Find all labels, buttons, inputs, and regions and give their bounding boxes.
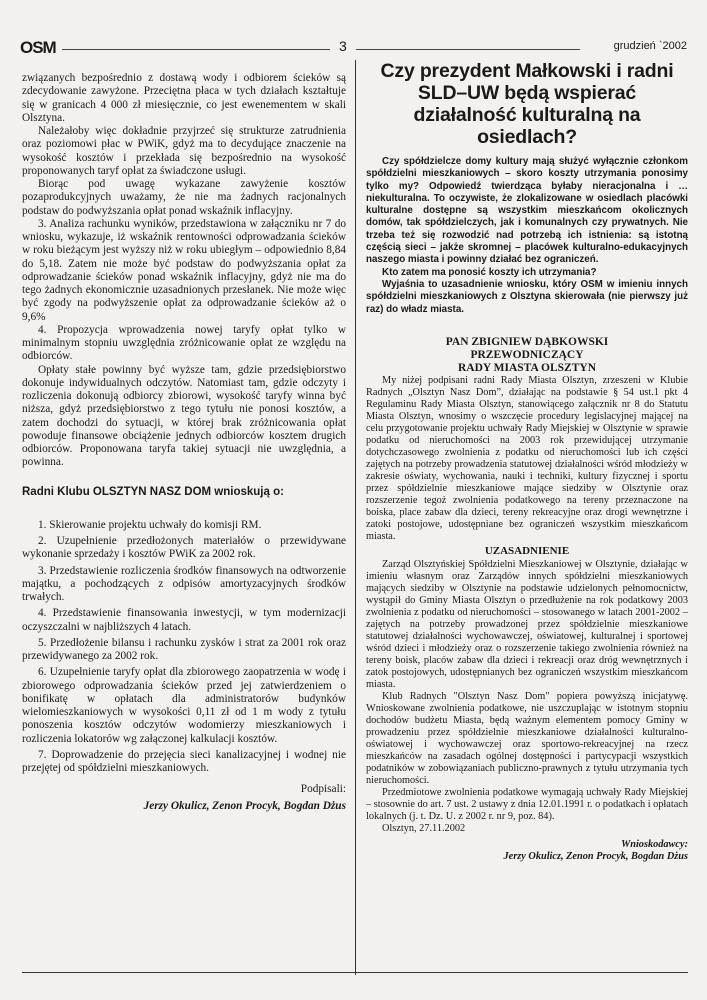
header-rule-left <box>62 49 330 50</box>
column-divider <box>355 60 356 975</box>
paragraph: związanych bezpośrednio z dostawą wody i odbiorem ścieków są zdecydowanie zawyżone. Przeciętna płaca w tych działach kształtuje się w granicach 4 000 zł miesięcznie, co jest ewenementem w skali Olsztyna. <box>22 72 346 124</box>
paragraph: Zarząd Olsztyńskiej Spółdzielni Mieszkaniowej w Olsztynie, działając w imieniu własnym oraz Zarządów innych spółdzielni mieszkaniowych mających siedziby w Olsztynie na podstawie udzielonych pełnomocnictw, wystąpił do Gminy Miasta Olsztyn o przedłużenie na rok podatkowy 2003 zwolnienia z podatku od nieruchomości – stosowanego w latach 2001-2002 – zajętych na potrzeby prowadzonej przez spółdzielnie mieszkaniowe statutowej działalności wychowawczej, oświatowej, kulturalnej i sportowej wśród dzieci i młodzieży oraz o rozszerzenie takiego zwolnienia również na tereny boisk, placów zabaw dla dzieci i rekreacji oraz dróg wewnętrznych i zatok postojowych, udostępnianych bez ograniczeń wszystkim mieszkańcom miasta. <box>366 558 688 690</box>
article-body <box>366 336 688 863</box>
lead-paragraph: Kto zatem ma ponosić koszty ich utrzymania? <box>382 266 597 278</box>
osm-logo: OSM <box>20 38 56 57</box>
list-item: 1. Skierowanie projektu uchwały do komisji RM. <box>38 518 262 531</box>
right-column <box>366 60 688 863</box>
issue-date: grudzień `2002 <box>613 40 687 52</box>
paragraph: Klub Radnych "Olsztyn Nasz Dom" popiera powyższą inicjatywę. Wnioskowane zwolnienia podatkowe, nie uszczuplając w istotnym stopniu dochodów budżetu Miasta, będą ważnym elementem pomocy Gminy w prowadzeniu przez spółdzielnie mieszkaniowe działalności kulturalno-oświatowej i wychowawczej oraz sportowo-rekreacyjnej na rzecz mieszkańców na zasadach ogólnej dostępności i partycypacji wszystkich podatników w zobowiązaniach publiczno-prawnych z tytułu utrzymania tych nieruchomości. <box>366 690 688 786</box>
signed-label: Podpisali: <box>300 783 346 796</box>
applicants: Jerzy Okulicz, Zenon Procyk, Bogdan Dżus <box>503 850 688 862</box>
place-date: Olsztyn, 27.11.2002 <box>382 822 466 834</box>
paragraph: Biorąc pod uwagę wykazane zawyżenie kosztów pozaprodukcyjnych uważamy, że nie ma żadnych racjonalnych podstaw do podwyższania opłat ponad wskaźnik inflacyjny. <box>22 178 346 217</box>
article-lead <box>366 156 688 316</box>
addressee-role: PRZEWODNICZĄCY <box>470 348 584 361</box>
paragraph: Należałoby więc dokładnie przyjrzeć się strukturze zatrudnienia oraz poziomowi płac w PWiK, gdyż ma to decydujące znaczenie na wysokość kosztów i przekłada się bezpośrednio na wysokość proponowanych taryf opłat za świadczone usługi. <box>22 125 346 177</box>
lead-paragraph: Czy spółdzielcze domy kultury mają służyć wyłącznie członkom spółdzielni mieszkaniowych – skoro koszty utrzymania ponosimy tylko my? Odpowiedź twierdząca byłaby nieracjonalna i … niekulturalna. To oczywiste, że zlokalizowane w osiedlach placówki kulturalne dostępne są wszystkim mieszkańcom okolicznych domów, tak spółdzielczych, jak i komunalnych czy prywatnych. Nie trzeba też się rozwodzić nad potrzebą ich istnienia: są istotną częścią sieci – jakże skromnej – placówek kulturalno-edukacyjnych naszego miasta i powinny działać bez ograniczeń. <box>366 156 688 266</box>
motion-heading: Radni Klubu OLSZTYN NASZ DOM wnioskują o: <box>22 485 284 498</box>
paragraph: 4. Propozycja wprowadzenia nowej taryfy opłat tylko w minimalnym stopniu uwzględnia zróżnicowanie opłat ze względu na odbiorców. <box>22 323 346 363</box>
justification-heading: UZASADNIENIE <box>484 544 570 557</box>
page-number: 3 <box>339 38 347 54</box>
paragraph: 3. Analiza rachunku wyników, przedstawiona w załączniku nr 7 do wniosku, wykazuje, iż wskaźnik rentowności odprowadzania ścieków w roku bieżącym jest wyższy niż w roku ubiegłym – odpowiednio 8,84 do 5,18. Zatem nie może być podstaw do podwyższania opłat za odprowadzanie ścieków ponad wskaźnik inflacyjny, gdyż nie ma do tego żadnych ekonomicznie uzasadnionych przesłanek. Nie może więc być zgody na podwyższenie opłat za odprowadzanie ścieków aż o 9,6% <box>22 217 346 323</box>
article-title: Czy prezydent Małkowski i radni SLD–UW będą wspierać działalność kulturalną na osiedlach? <box>380 60 674 148</box>
list-item: 2. Uzupełnienie przedłożonych materiałów o przewidywane wykonanie sprzedaży i kosztów PWiK za 2002 rok. <box>22 535 346 561</box>
addressee-body: RADY MIASTA OLSZTYN <box>457 361 597 374</box>
bottom-rule <box>22 972 688 973</box>
paragraph: Przedmiotowe zwolnienia podatkowe wymagają uchwały Rady Miejskiej – stosownie do art. 7 ust. 2 ustawy z dnia 12.01.1991 r. o podatkach i opłatach lokalnych (j. t. Dz. U. z 2002 r. nr 9, poz. 84). <box>366 786 689 822</box>
left-column <box>22 72 346 813</box>
page-header <box>20 38 687 60</box>
motion-list <box>22 519 346 776</box>
applicants-label: Wnioskodawcy: <box>621 838 688 850</box>
header-rule-right <box>356 49 580 50</box>
list-item: 3. Przedstawienie rozliczenia środków finansowych na odtworzenie majątku, a pochodzących z odpisów amortyzacyjnych środków trwałych. <box>22 564 346 603</box>
list-item: 7. Doprowadzenie do przejęcia sieci kanalizacyjnej i wodnej nie przejętej od spółdzielni mieszkaniowych. <box>22 748 346 774</box>
request-paragraph: My niżej podpisani radni Rady Miasta Olsztyn, zrzeszeni w Klubie Radnych „Olsztyn Nasz Dom”, działając na podstawie § 54 ust.1 pkt 4 Regulaminu Rady Miasta Olsztyn, stanowiącego załącznik nr 8 do Statutu Miasta Olsztyn, wnosimy o wszczęcie procedury legislacyjnej mającej na celu przygotowanie projektu uchwały Rady Miejskiej w Olsztynie w sprawie podatku od nieruchomości na 2003 rok przewidującej utrzymanie dotychczasowego zwolnienia z podatku od nieruchomości lub ich części zajętych na potrzeby prowadzenia statutowej działalności wśród młodzieży w zakresie oświaty, wychowania, nauki i techniki, kultury fizycznej i sportu przez spółdzielnie mieszkaniowe mające siedziby w Olsztynie oraz rozszerzenie tegoż zwolnienia podatkowego na tereny przeznaczone na boiska, place zabaw dla dzieci, tereny rekreacyjne oraz drogi wewnętrzne i zatoki postojowe, udostępniane bez ograniczeń wszystkim mieszkańcom miasta. <box>366 374 688 542</box>
paragraph: Opłaty stałe powinny być wyższe tam, gdzie przedsiębiorstwo dokonuje indywidualnych odczytów. Natomiast tam, gdzie odczyty i rozliczenia dokonują odbiorcy zbiorowi, wysokość taryfy winna być niższa, gdyż przedsiębiorstwo z tego tytułu nie ponosi kosztów, a zatem dochodzi do sytuacji, w której brak zróżnicowania opłat powoduje finansowe obciążenie jednych odbiorców kosztem drugich odbiorców. Proponowana taryfa takiej sytuacji nie uwzględnia, a powinna. <box>22 363 346 469</box>
list-item: 5. Przedłożenie bilansu i rachunku zysków i strat za 2001 rok oraz przewidywanego za 2002 rok. <box>22 636 346 662</box>
addressee-name: PAN ZBIGNIEW DĄBKOWSKI <box>445 335 609 348</box>
lead-paragraph: Wyjaśnia to uzasadnienie wniosku, który OSM w imieniu innych spółdzielni mieszkaniowych z Olsztyna skierowała (nie pierwszy już raz) do władz miasta. <box>366 278 688 315</box>
list-item: 6. Uzupełnienie taryfy opłat dla zbiorowego zaopatrzenia w wodę i zbiorowego odprowadzania ścieków przed jej zatwierdzeniem o bonifikatę w opłatach dla administratorów budynków wielomieszkaniowych w wysokości 0,11 zł od 1 m wody z tytułu ponoszenia kosztów odczytów wodomierzy mieszkaniowych i rozliczenia lokatorów wg załączonej kalkulacji kosztów. <box>22 666 346 745</box>
list-item: 4. Przedstawienie finansowania inwestycji, w tym modernizacji oczyszczalni w najbliższych 4 latach. <box>22 607 346 633</box>
signatories: Jerzy Okulicz, Zenon Procyk, Bogdan Dżus <box>143 799 346 812</box>
